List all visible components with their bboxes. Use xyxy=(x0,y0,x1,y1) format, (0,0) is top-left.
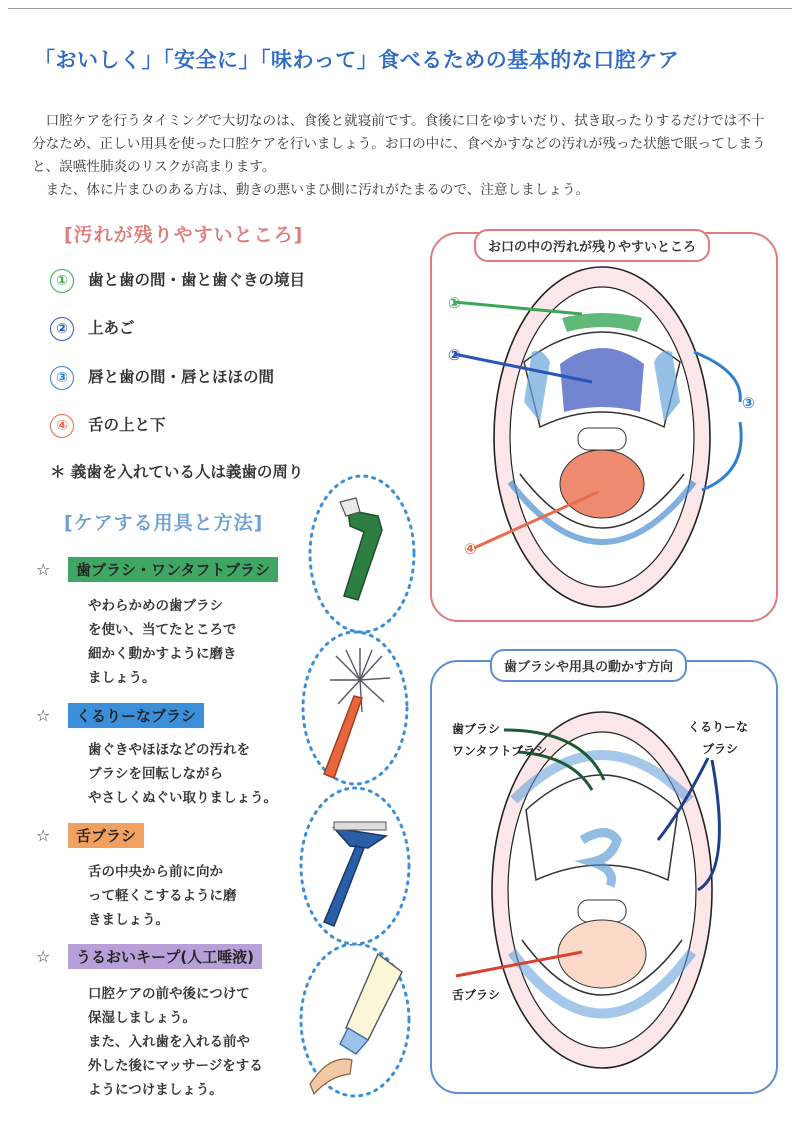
tool-desc-toothbrush xyxy=(88,594,237,690)
desc-line: を使い、当てたところで xyxy=(88,622,237,638)
top-rule xyxy=(8,8,792,9)
denture-note: ＊ 義歯を入れている人は義歯の周り xyxy=(50,463,304,481)
number-badge: ④ xyxy=(50,414,74,438)
item-label: 唇と歯の間・唇とほほの間 xyxy=(88,368,275,386)
intro-paragraph-2: また、体に片まひのある方は、動きの悪いまひ側に汚れがたまるので、注意しましょう。 xyxy=(45,182,590,198)
desc-line: ブラシを回転しながら xyxy=(88,766,223,782)
label-kururina-1: くるりーな xyxy=(688,720,749,734)
section-heading-dirty-spots: [汚れが残りやすいところ] xyxy=(64,224,304,246)
tool-desc-artificial-saliva xyxy=(88,982,263,1102)
desc-line: 舌の中央から前に向か xyxy=(88,864,223,880)
tongue-brush-illustration xyxy=(290,786,420,946)
toothbrush-illustration xyxy=(300,472,425,637)
intro-text xyxy=(32,110,770,202)
intro-paragraph-1: 口腔ケアを行うタイミングで大切なのは、食後と就寝前です。食後に口をゆすいだり、拭き取ったりするだけでは不十分なため、正しい用具を使った口腔ケアを行いましょう。お口の中に、食べかすなどの汚れが残った状態で眠ってしまうと、誤嚥性肺炎のリスクが高まります。 xyxy=(32,113,766,175)
desc-line: ようにつけましょう。 xyxy=(88,1082,223,1098)
label-onetuft-brush: ワンタフトブラシ xyxy=(452,744,548,758)
diagram-label-2: ② xyxy=(448,346,461,364)
list-item xyxy=(50,268,305,293)
desc-line: ましょう。 xyxy=(88,670,156,686)
label-toothbrush: 歯ブラシ xyxy=(452,722,501,736)
desc-line: やわらかめの歯ブラシ xyxy=(88,598,223,614)
list-item xyxy=(50,413,166,438)
desc-line: やさしくぬぐい取りましょう。 xyxy=(88,790,277,806)
desc-line: 口腔ケアの前や後につけて xyxy=(88,986,250,1002)
tool-name-toothbrush: 歯ブラシ・ワンタフトブラシ xyxy=(68,557,278,582)
kururina-brush-illustration xyxy=(290,628,420,788)
desc-line: 細かく動かすように磨き xyxy=(88,646,237,662)
diagram-label-1: ① xyxy=(448,294,461,312)
star-icon: ☆ xyxy=(36,826,51,845)
page-title: 「おいしく」「安全に」「味わって」食べるための基本的な口腔ケア xyxy=(34,48,680,72)
item-label: 上あご xyxy=(88,319,135,337)
star-icon: ☆ xyxy=(36,706,51,725)
star-icon: ☆ xyxy=(36,947,51,966)
tool-name-kururina-brush: くるりーなブラシ xyxy=(68,703,204,728)
diagram-label-4: ④ xyxy=(464,540,477,558)
desc-line: また、入れ歯を入れる前や xyxy=(88,1034,250,1050)
tool-desc-kururina-brush xyxy=(88,738,277,810)
section-heading-tools: [ケアする用具と方法] xyxy=(64,512,264,534)
tool-name-tongue-brush: 舌ブラシ xyxy=(68,823,144,848)
number-badge: ① xyxy=(50,269,74,293)
item-label: 歯と歯の間・歯と歯ぐきの境目 xyxy=(88,271,306,289)
tool-desc-tongue-brush xyxy=(88,860,237,932)
label-tongue-brush: 舌ブラシ xyxy=(452,988,501,1002)
desc-line: きましょう。 xyxy=(88,912,169,928)
saliva-tube-illustration xyxy=(290,944,420,1104)
tool-name-artificial-saliva: うるおいキープ(人工唾液) xyxy=(68,944,262,969)
number-badge: ③ xyxy=(50,366,74,390)
desc-line: って軽くこするように磨 xyxy=(88,888,237,904)
list-item xyxy=(50,316,135,341)
diagram-title-brush-direction: 歯ブラシや用具の動かす方向 xyxy=(490,649,687,682)
desc-line: 外した後にマッサージをする xyxy=(88,1058,263,1074)
diagram-label-3: ③ xyxy=(742,394,755,412)
star-icon: ☆ xyxy=(36,560,51,579)
label-kururina-2: ブラシ xyxy=(702,742,739,756)
mouth-diagram-dirty-spots xyxy=(432,252,772,612)
diagram-title-dirty-spots: お口の中の汚れが残りやすいところ xyxy=(474,229,710,262)
desc-line: 保湿しましょう。 xyxy=(88,1010,196,1026)
desc-line: 歯ぐきやほほなどの汚れを xyxy=(88,742,250,758)
list-item xyxy=(50,365,274,390)
number-badge: ② xyxy=(50,317,74,341)
item-label: 舌の上と下 xyxy=(88,416,166,434)
